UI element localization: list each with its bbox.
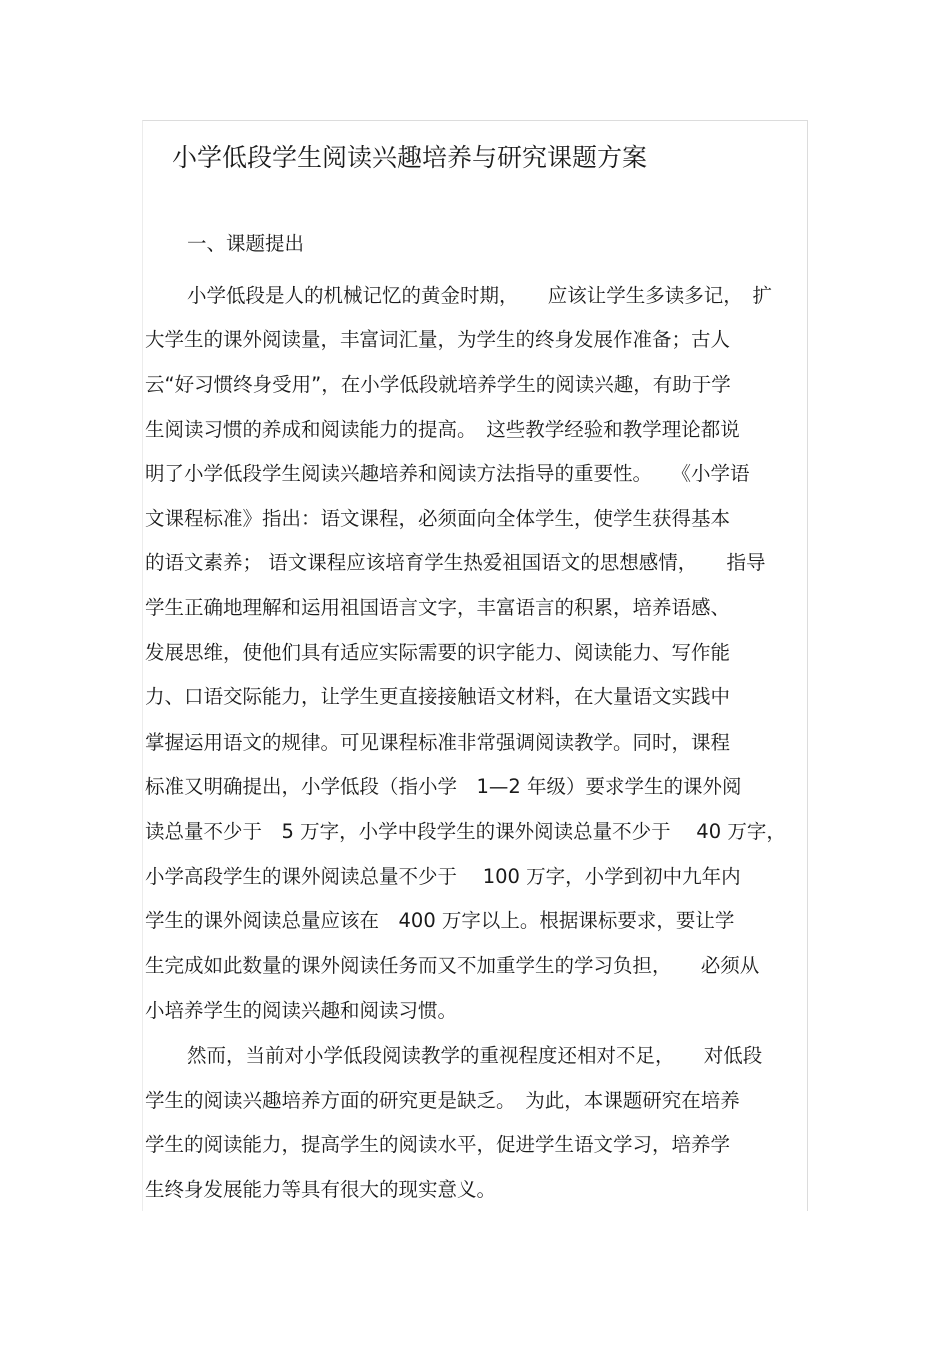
- paragraph-line: 的语文素养； 语文课程应该培育学生热爱祖国语文的思想感情， 指导: [145, 551, 766, 574]
- section-heading: 一、课题提出: [187, 232, 305, 255]
- paragraph-line: 生完成如此数量的课外阅读任务而又不加重学生的学习负担， 必须从: [145, 954, 760, 977]
- paragraph-line: 标准又明确提出，小学低段（指小学 1—2 年级）要求学生的课外阅: [145, 775, 742, 798]
- paragraph-line: 明了小学低段学生阅读兴趣培养和阅读方法指导的重要性。 《小学语: [145, 462, 750, 485]
- paragraph-line: 读总量不少于 5 万字，小学中段学生的课外阅读总量不少于 40 万字，: [145, 820, 786, 843]
- paragraph-line: 发展思维，使他们具有适应实际需要的识字能力、阅读能力、写作能: [145, 641, 731, 664]
- paragraph-line: 小培养学生的阅读兴趣和阅读习惯。: [145, 999, 458, 1022]
- paragraph-line: 学生的阅读兴趣培养方面的研究更是缺乏。 为此，本课题研究在培养: [145, 1089, 740, 1112]
- paragraph-line: 小学低段是人的机械记忆的黄金时期， 应该让学生多读多记， 扩: [187, 284, 773, 307]
- paragraph-line: 学生的阅读能力，提高学生的阅读水平，促进学生语文学习，培养学: [145, 1133, 731, 1156]
- paragraph-line: 大学生的课外阅读量，丰富词汇量，为学生的终身发展作准备；古人: [145, 328, 731, 351]
- paragraph-line: 掌握运用语文的规律。可见课程标准非常强调阅读教学。同时，课程: [145, 731, 731, 754]
- paragraph-line: 学生正确地理解和运用祖国语言文字，丰富语言的积累，培养语感、: [145, 596, 731, 619]
- paragraph-line: 文课程标准》指出：语文课程，必须面向全体学生，使学生获得基本: [145, 507, 731, 530]
- paragraph-line: 学生的课外阅读总量应该在 400 万字以上。根据课标要求，要让学: [145, 909, 735, 932]
- paragraph-line: 云“好习惯终身受用”，在小学低段就培养学生的阅读兴趣，有助于学: [145, 373, 731, 396]
- paragraph-line: 力、口语交际能力，让学生更直接接触语文材料，在大量语文实践中: [145, 685, 731, 708]
- document-title: 小学低段学生阅读兴趣培养与研究课题方案: [172, 143, 648, 172]
- paragraph-line: 生终身发展能力等具有很大的现实意义。: [145, 1178, 497, 1201]
- paragraph-line: 然而，当前对小学低段阅读教学的重视程度还相对不足， 对低段: [187, 1044, 763, 1067]
- paragraph-line: 小学高段学生的课外阅读总量不少于 100 万字，小学到初中九年内: [145, 865, 741, 888]
- paragraph-line: 生阅读习惯的养成和阅读能力的提高。 这些教学经验和教学理论都说: [145, 418, 740, 441]
